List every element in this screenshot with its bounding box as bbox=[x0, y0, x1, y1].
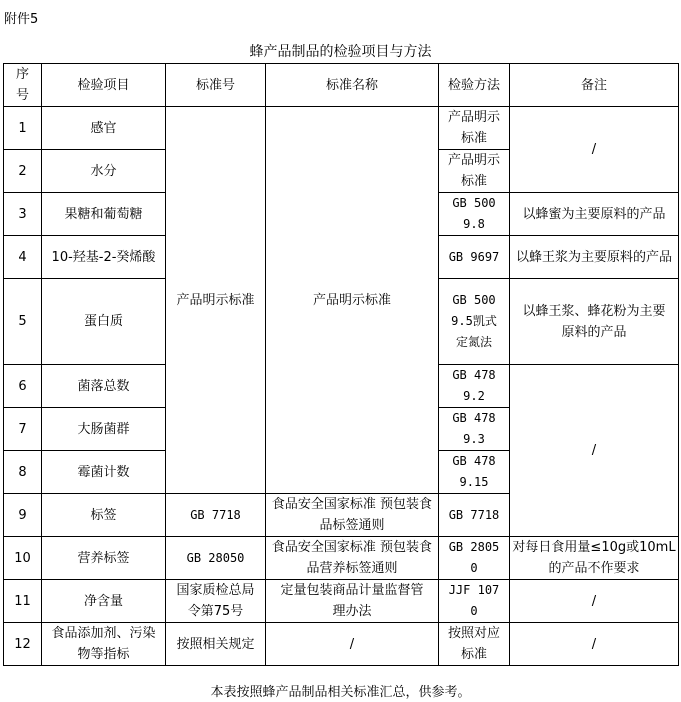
row-std-no: GB 28050 bbox=[166, 537, 266, 580]
row-item: 蛋白质 bbox=[42, 279, 166, 365]
merged-remark-mid: / bbox=[510, 365, 679, 537]
row-no: 2 bbox=[4, 150, 42, 193]
row-item: 净含量 bbox=[42, 580, 166, 623]
row-method: 产品明示标准 bbox=[439, 150, 510, 193]
row-method: JJF 1070 bbox=[439, 580, 510, 623]
row-item: 大肠菌群 bbox=[42, 408, 166, 451]
row-no: 3 bbox=[4, 193, 42, 236]
row-item: 果糖和葡萄糖 bbox=[42, 193, 166, 236]
header-item: 检验项目 bbox=[42, 64, 166, 107]
row-item: 食品添加剂、污染物等指标 bbox=[42, 623, 166, 666]
row-method: GB 5009.8 bbox=[439, 193, 510, 236]
row-no: 6 bbox=[4, 365, 42, 408]
row-method: 产品明示标准 bbox=[439, 107, 510, 150]
table-title: 蜂产品制品的检验项目与方法 bbox=[249, 44, 432, 60]
header-std-name: 标准名称 bbox=[266, 64, 439, 107]
header-remark: 备注 bbox=[510, 64, 679, 107]
merged-std-no: 产品明示标准 bbox=[166, 107, 266, 494]
row-no: 1 bbox=[4, 107, 42, 150]
merged-remark-top: / bbox=[510, 107, 679, 193]
row-item: 菌落总数 bbox=[42, 365, 166, 408]
row-remark: / bbox=[510, 580, 679, 623]
attachment-label: 附件5 bbox=[4, 12, 39, 27]
row-no: 7 bbox=[4, 408, 42, 451]
row-method: 按照对应标准 bbox=[439, 623, 510, 666]
row-no: 5 bbox=[4, 279, 42, 365]
row-std-name: 食品安全国家标准 预包装食品营养标签通则 bbox=[266, 537, 439, 580]
header-method: 检验方法 bbox=[439, 64, 510, 107]
row-no: 12 bbox=[4, 623, 42, 666]
row-std-name: 食品安全国家标准 预包装食品标签通则 bbox=[266, 494, 439, 537]
row-std-no: 国家质检总局令第75号 bbox=[166, 580, 266, 623]
row-std-no: 按照相关规定 bbox=[166, 623, 266, 666]
row-no: 10 bbox=[4, 537, 42, 580]
table-row bbox=[4, 107, 679, 150]
row-no: 4 bbox=[4, 236, 42, 279]
inspection-table bbox=[3, 63, 679, 666]
table-footnote: 本表按照蜂产品制品相关标准汇总，供参考。 bbox=[210, 685, 471, 700]
row-item: 霉菌计数 bbox=[42, 451, 166, 494]
header-no: 序号 bbox=[4, 64, 42, 107]
row-method: GB 5009.5凯式定氮法 bbox=[439, 279, 510, 365]
row-method: GB 4789.3 bbox=[439, 408, 510, 451]
row-std-name: / bbox=[266, 623, 439, 666]
row-method: GB 4789.2 bbox=[439, 365, 510, 408]
row-item: 标签 bbox=[42, 494, 166, 537]
row-remark: / bbox=[510, 623, 679, 666]
row-no: 9 bbox=[4, 494, 42, 537]
row-item: 10-羟基-2-癸烯酸 bbox=[42, 236, 166, 279]
row-remark: 对每日食用量≤10g或10mL的产品不作要求 bbox=[510, 537, 679, 580]
row-method: GB 4789.15 bbox=[439, 451, 510, 494]
table-row bbox=[4, 623, 679, 666]
header-row bbox=[4, 64, 679, 107]
row-no: 11 bbox=[4, 580, 42, 623]
row-method: GB 9697 bbox=[439, 236, 510, 279]
row-method: GB 28050 bbox=[439, 537, 510, 580]
merged-std-name: 产品明示标准 bbox=[266, 107, 439, 494]
table-row bbox=[4, 580, 679, 623]
row-item: 营养标签 bbox=[42, 537, 166, 580]
row-remark: 以蜂王浆、蜂花粉为主要原料的产品 bbox=[510, 279, 679, 365]
row-item: 感官 bbox=[42, 107, 166, 150]
row-std-name: 定量包装商品计量监督管理办法 bbox=[266, 580, 439, 623]
row-method: GB 7718 bbox=[439, 494, 510, 537]
row-item: 水分 bbox=[42, 150, 166, 193]
row-no: 8 bbox=[4, 451, 42, 494]
row-std-no: GB 7718 bbox=[166, 494, 266, 537]
table-row bbox=[4, 537, 679, 580]
row-remark: 以蜂蜜为主要原料的产品 bbox=[510, 193, 679, 236]
header-std-no: 标准号 bbox=[166, 64, 266, 107]
row-remark: 以蜂王浆为主要原料的产品 bbox=[510, 236, 679, 279]
